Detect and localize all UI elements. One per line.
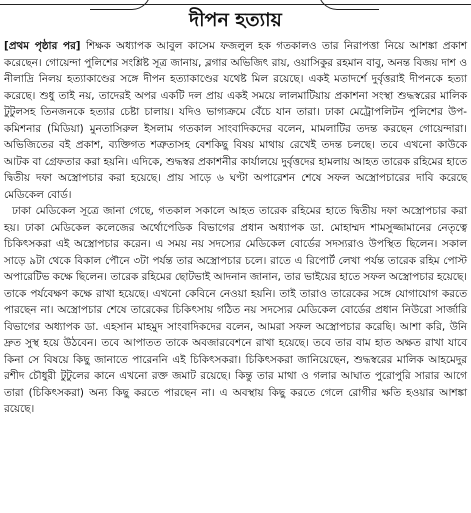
article-headline: দীপন হত্যায় <box>189 9 282 31</box>
article-paragraph-2: ঢাকা মেডিকেল সূত্রে জানা গেছে, গতকাল সকালে আহত তারেক রহিমের হাতে দ্বিতীয় দফা অস্ত্রোপচার করা হয়। ঢাকা মেডিকেল কলেজের অর্থোপেডিক বিভাগের প্রধান অধ্যাপক ডা. মোহাম্মদ শামসুজ্জামানের নেতৃত্বে চিকিৎসকরা এই অস্ত্রোপচার করেন। এ সময় নয় সদস্যের মেডিকেল বোর্ডের সদস্যরাও উপস্থিত ছিলেন। সকাল সাড়ে ৯টা থেকে বিকাল পৌনে ৩টা পর্যন্ত তার অস্ত্রোপচার চলে। রাতে এ রিপোর্ট লেখা পর্যন্ত তারেক রহিম পোস্ট অপারেটিভ কক্ষে ছিলেন। তারেক রহিমের ছোটভাই আদনান জানান, তার ভাইয়ের হাতে সফল অস্ত্রোপচার হয়েছে। তাকে পর্যবেক্ষণ কক্ষে রাখা হয়েছে। এখনো কেবিনে নেওয়া হয়নি। তাই তারাও তারেকের সঙ্গে যোগাযোগ করতে পারছেন না। অস্ত্রোপচার শেষে তারেকের চিকিৎসায় গঠিত নয় সদস্যের মেডিকেল বোর্ডের প্রধান নিউরো সার্জারি বিভাগের অধ্যাপক ডা. এহসান মাহমুদ সাংবাদিকদের বলেন, আমরা সফল অস্ত্রোপচার করেছি। আশা করি, উনি দ্রুত সুস্থ হয়ে উঠবেন। তবে আপাতত তাকে অবজারবেশনে রাখা হয়েছে। তবে তার বাম হাত অক্ষত রাখা যাবে কিনা সে বিষয়ে কিছু জানাতে পারেননি এই চিকিৎসকরা। চিকিৎসকরা জানিয়েছেন, শুদ্ধস্বরের মালিক আহমেদুর রশীদ চৌধুরী টুটুলের কানে এখনো রক্ত জমাট রয়েছে। কিন্তু তার মাথা ও গলার আঘাত পুরোপুরি সারার আগে তারা (চিকিৎসকরা) অন্য কিছু করতে পারছেন না। এ অবস্থায় কিছু করতে গেলে রোগীর ক্ষতি হওয়ার আশঙ্কা রয়েছে। <box>4 205 467 415</box>
paragraph-1-text: শিক্ষক অধ্যাপক আবুল কাসেম ফজলুল হক গতকালও তার নিরাপত্তা নিয়ে আশঙ্কা প্রকাশ করেছেন। গোয়েন্দা পুলিশের সংশ্লিষ্ট সূত্র জানায়, ব্লগার অভিজিৎ রায়, ওয়াসিকুর রহমান বাবু, অনন্ত বিজয় দাশ ও নীলাদ্রি নিলয় হত্যাকাণ্ডের সঙ্গে দীপন হত্যাকাণ্ডের যথেষ্ট মিল রয়েছে। একই মতাদর্শে দুর্বৃত্তরাই দীপনকে হত্যা করেছে। শুধু তাই নয়, তাদেরই অপর একটি দল প্রায় একই সময়ে লালমাটিয়ায় প্রকাশনা সংস্থা শুদ্ধস্বরের মালিক টুটুলসহ তিনজনকে হত্যার চেষ্টা চালায়। যদিও ভাগ্যক্রমে বেঁচে যান তারা। ঢাকা মেট্রোপলিটন পুলিশের উপ-কমিশনার (মিডিয়া) মুনতাসিরুল ইসলাম গতকাল সাংবাদিকদের বলেন, মামলাটির তদন্ত করছেন গোয়েন্দারা। অভিজিতের বই প্রকাশ, ব্যক্তিগত শত্রুতাসহ বেশকিছু বিষয় মাথায় রেখেই তদন্ত চলছে। তবে এখনো কাউকে আটক বা গ্রেফতার করা হয়নি। এদিকে, শুদ্ধস্বর প্রকাশনীর কার্যালয়ে দুর্বৃত্তদের হামলায় আহত তারেক রহিমের হাতে দ্বিতীয় দফা অস্ত্রোপচার করা হয়েছে। প্রায় সাড়ে ৬ ঘণ্টা অপারেশন শেষে সফল অস্ত্রোপচারের দাবি করেছে মেডিকেল বোর্ড। <box>4 40 467 201</box>
article-body <box>4 38 467 418</box>
top-divider <box>0 4 471 5</box>
article-paragraph-1 <box>4 38 467 203</box>
continuation-label: [প্রথম পৃষ্ঠার পর] <box>4 40 81 52</box>
